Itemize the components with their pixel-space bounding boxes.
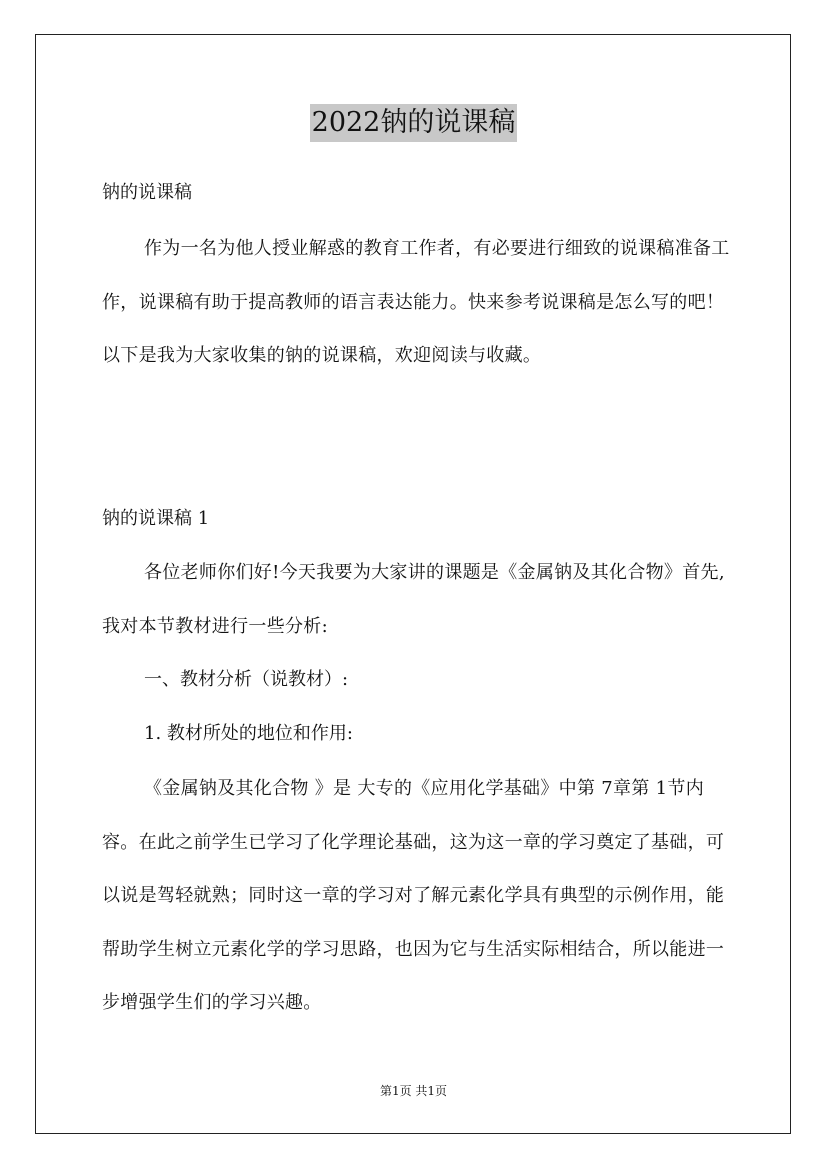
- body-paragraph: 《金属钠及其化合物 》是 大专的《应用化学基础》中第 7章第 1节内容。在此之前学生已学习了化学理论基础，这为这一章的学习奠定了基础，可以说是驾轻就熟；同时这一章的学习对了解元素化学具有典型的示例作用，能帮助学生树立元素化学的学习思路，也因为它与生活实际相结合，所以能进一步增强学生们的学习兴趣。: [102, 778, 725, 1013]
- subtitle: 钠的说课稿: [102, 182, 192, 203]
- heading-position-role: 1. 教材所处的地位和作用:: [144, 723, 353, 744]
- page-footer: 第1页 共1页: [379, 1084, 448, 1098]
- greeting-paragraph: 各位老师你们好!今天我要为大家讲的课题是《金属钠及其化合物》首先,我对本节教材进行一些分析:: [102, 562, 725, 637]
- heading-textbook-analysis: 一、教材分析（说教材）:: [144, 669, 349, 690]
- section-heading: 钠的说课稿 1: [102, 508, 210, 529]
- title-container: [0, 104, 827, 142]
- intro-paragraph: 作为一名为他人授业解惑的教育工作者，有必要进行细致的说课稿准备工作，说课稿有助于提高教师的语言表达能力。快来参考说课稿是怎么写的吧！以下是我为大家收集的钠的说课稿，欢迎阅读与收藏。: [102, 238, 730, 366]
- document-title: 2022钠的说课稿: [310, 104, 518, 142]
